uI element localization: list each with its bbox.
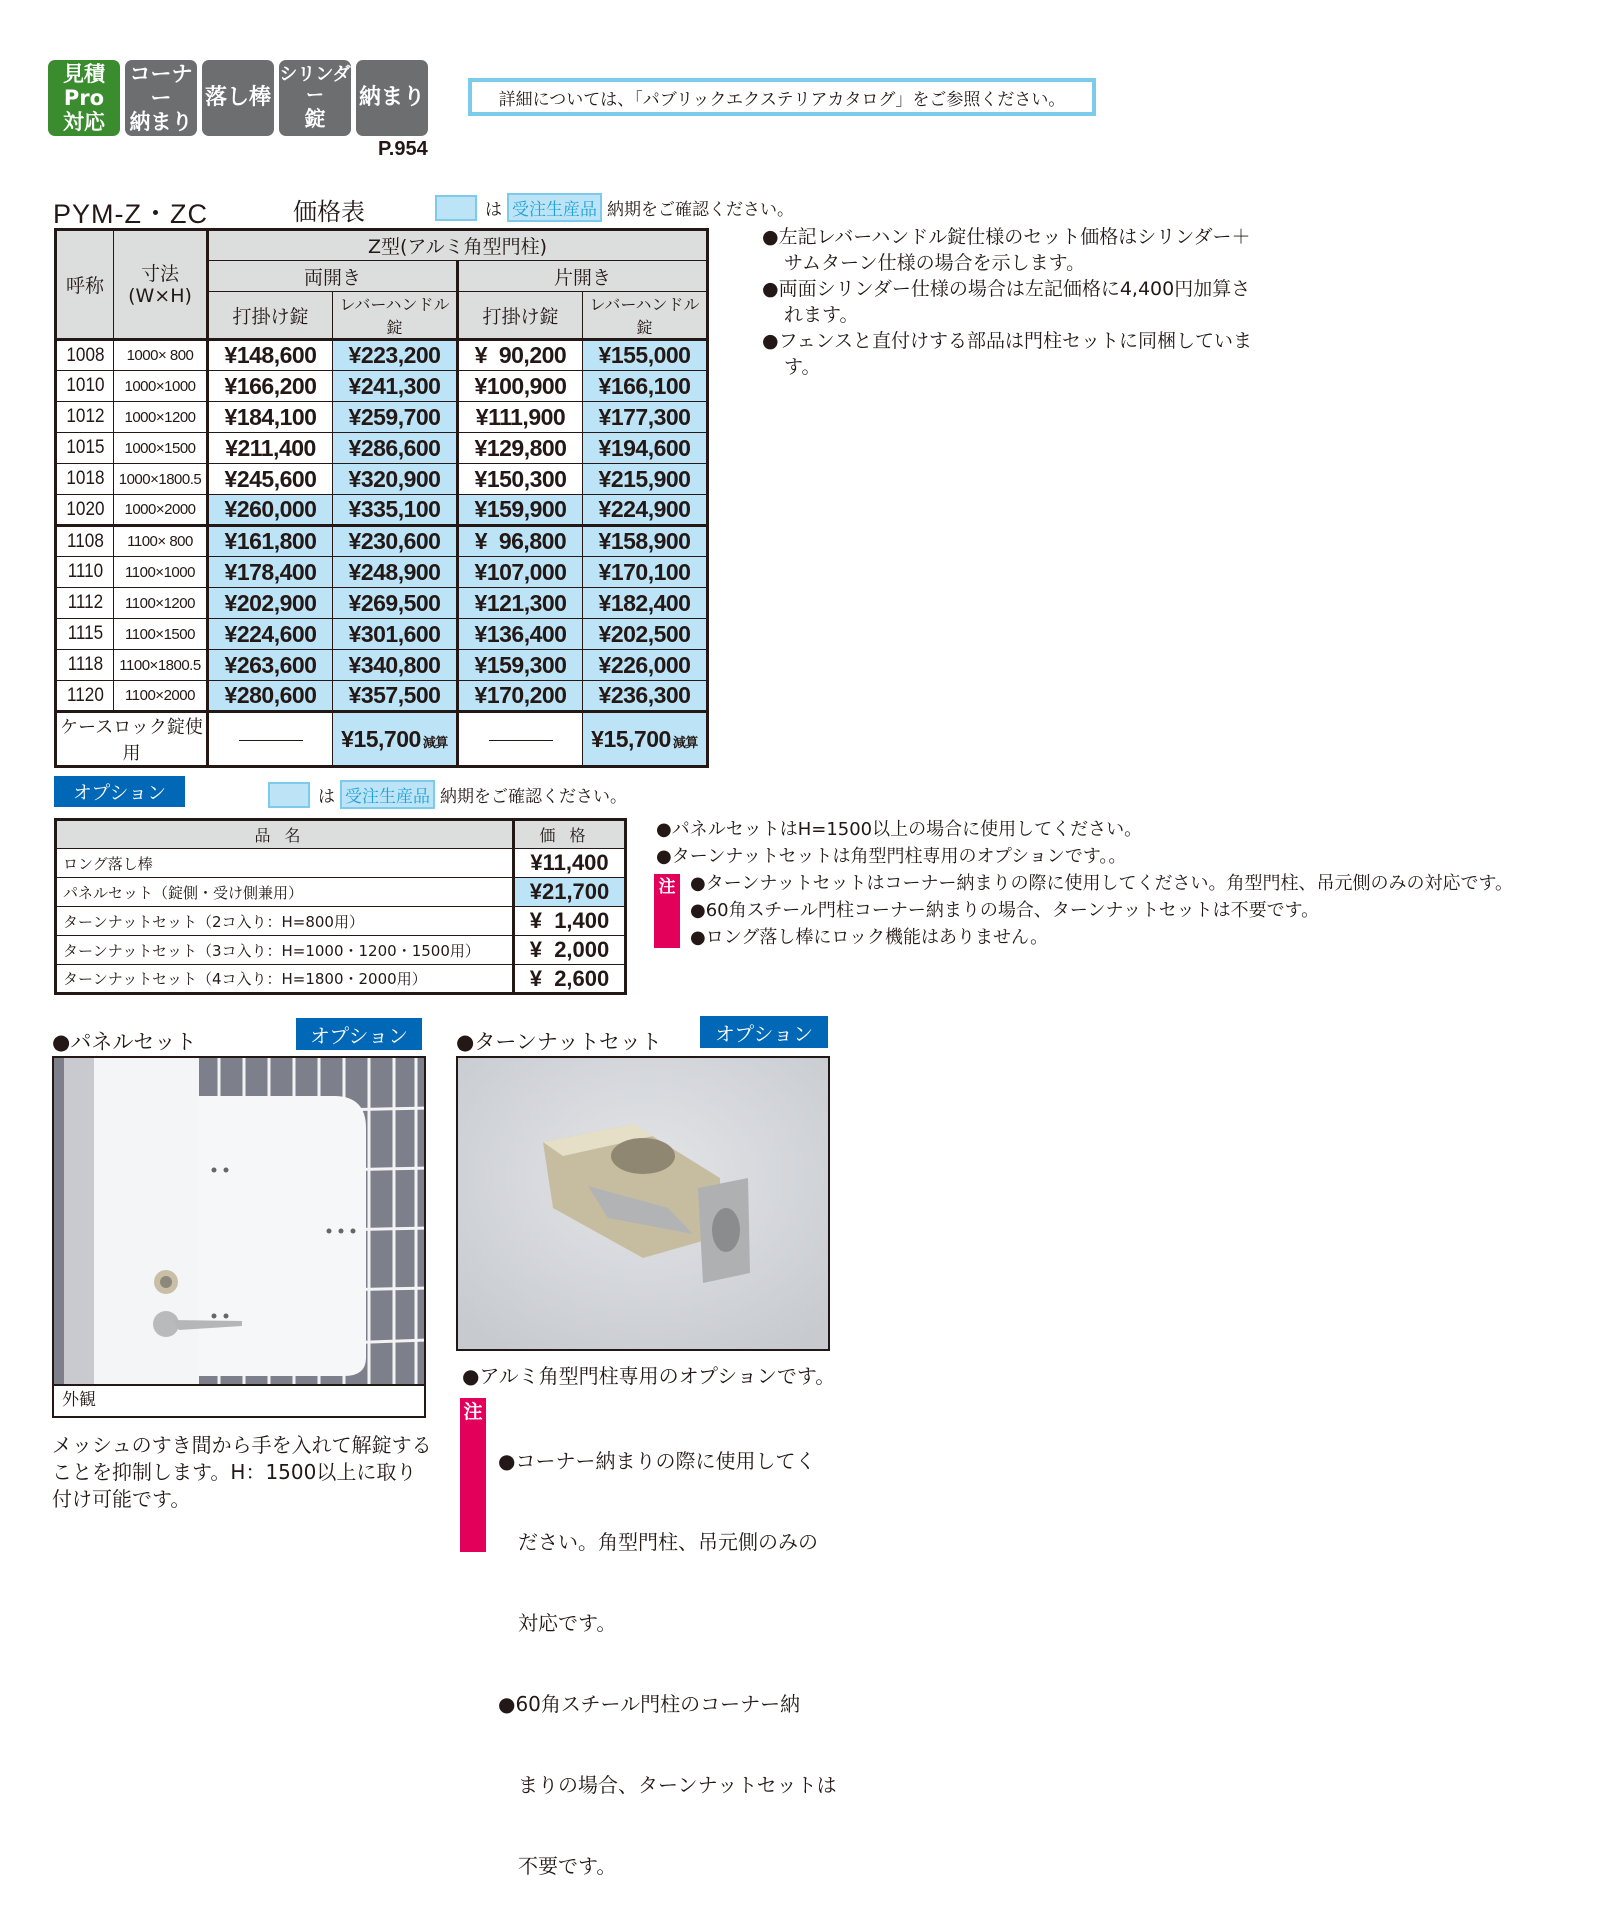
row-code: 1012 (58, 402, 110, 433)
option-row (56, 849, 626, 878)
row-size: 1100×1200 (114, 588, 208, 619)
price-note: ●左記レバーハンドル錠仕様のセット価格はシリンダー＋サムターン仕様の場合を示します。 (762, 226, 1251, 274)
option-table (54, 818, 627, 995)
row-size: 1000×1500 (114, 433, 208, 464)
price-single-latch: ¥107,000 (458, 557, 583, 588)
row-code: 1018 (58, 464, 110, 495)
price-single-lever: ¥182,400 (583, 588, 708, 619)
price-double-latch: ¥148,600 (208, 340, 333, 371)
price-notes (762, 224, 1262, 380)
caution-notes: ●ターンナットセットはコーナー納まりの際に使用してください。角型門柱、吊元側のみの対応です。 ●60角スチール門柱コーナー納まりの場合、ターンナットセットは不要です。 ●ロング落し棒にロック機能はありません。 (690, 873, 1514, 948)
row-size: 1000×1800.5 (114, 464, 208, 495)
price-row (56, 433, 708, 464)
price-single-lever: ¥194,600 (583, 433, 708, 464)
header-single: 片開き (458, 261, 708, 292)
badge-drop-rod: 落し棒 (202, 60, 274, 136)
option-name: ターンナットセット（2コ入り：H=800用） (56, 907, 514, 936)
row-size: 1000× 800 (114, 340, 208, 371)
price-single-latch: ¥129,800 (458, 433, 583, 464)
option-notes: ●パネルセットはH=1500以上の場合に使用してください。 ●ターンナットセットは角型門柱専用のオプションです。。 (656, 819, 1143, 867)
price-row (56, 340, 708, 371)
turnnut-note: ●アルミ角型門柱専用のオプションです。 (462, 1364, 836, 1388)
price-double-lever: ¥286,600 (333, 433, 458, 464)
panel-set-caption: 外観 (52, 1384, 426, 1418)
option-name: パネルセット（錠側・受け側兼用） (56, 878, 514, 907)
price-single-lever: ¥155,000 (583, 340, 708, 371)
header-name: 呼称 (56, 230, 114, 340)
price-single-latch: ¥ 90,200 (458, 340, 583, 371)
row-code: 1110 (58, 557, 110, 588)
option-price: ¥ 2,000 (514, 936, 626, 965)
caselock-label: ケースロック錠使用 (56, 712, 208, 767)
catalog-note-text: 詳細については、「パブリックエクステリアカタログ」をご参照ください。 (498, 89, 1066, 110)
page-reference: P.954 (378, 138, 428, 160)
price-row (56, 619, 708, 650)
price-double-latch: ¥245,600 (208, 464, 333, 495)
row-size: 1100×1500 (114, 619, 208, 650)
price-note: ●フェンスと直付けする部品は門柱セットに同梱しています。 (762, 330, 1253, 378)
option-header-name: 品名 (56, 820, 514, 849)
price-note: ●両面シリンダー仕様の場合は左記価格に4,400円加算されます。 (762, 278, 1251, 326)
price-single-latch: ¥159,300 (458, 650, 583, 681)
header-double: 両開き (208, 261, 458, 292)
option-row (56, 936, 626, 965)
made-to-order-tag: 受注生産品 (340, 780, 435, 809)
row-code: 1010 (58, 371, 110, 402)
made-to-order-legend: は 受注生産品 納期をご確認ください。 (435, 193, 794, 222)
price-row (56, 495, 708, 526)
badge-cylinder-lock: シリンダー 錠 (279, 60, 351, 136)
row-size: 1000×2000 (114, 495, 208, 526)
price-single-lever: ¥236,300 (583, 681, 708, 712)
option-price: ¥ 1,400 (514, 907, 626, 936)
price-row (56, 681, 708, 712)
price-double-lever: ¥320,900 (333, 464, 458, 495)
price-table-title: 価格表 (293, 198, 365, 226)
made-to-order-tag: 受注生産品 (507, 193, 602, 222)
option-name: ターンナットセット（4コ入り：H=1800・2000用） (56, 965, 514, 994)
model-name: PYM-Z・ZC (53, 199, 208, 229)
price-row (56, 650, 708, 681)
price-double-lever: ¥301,600 (333, 619, 458, 650)
badge-fitting: 納まり (356, 60, 428, 136)
option-name: ターンナットセット（3コ入り：H=1000・1200・1500用） (56, 936, 514, 965)
turnnut-set-image (458, 1058, 830, 1351)
header-double-lever: レバーハンドル錠 (333, 292, 458, 340)
turnnut-set-option-tag: オプション (700, 1016, 828, 1048)
badge-mitsumori-pro: 見積Pro 対応 (48, 60, 120, 136)
price-double-lever: ¥241,300 (333, 371, 458, 402)
row-size: 1100×1000 (114, 557, 208, 588)
price-double-latch: ¥202,900 (208, 588, 333, 619)
price-row (56, 371, 708, 402)
caselock-double-latch (208, 712, 333, 767)
price-double-latch: ¥184,100 (208, 402, 333, 433)
price-double-lever: ¥269,500 (333, 588, 458, 619)
price-single-lever: ¥226,000 (583, 650, 708, 681)
highlight-swatch (268, 782, 310, 808)
option-row (56, 965, 626, 994)
option-tag: オプション (54, 776, 185, 807)
price-single-lever: ¥177,300 (583, 402, 708, 433)
price-single-latch: ¥159,900 (458, 495, 583, 526)
row-code: 1118 (58, 650, 110, 681)
row-size: 1100×2000 (114, 681, 208, 712)
option-price: ¥ 2,600 (514, 965, 626, 994)
row-code: 1120 (58, 681, 110, 712)
row-code: 1108 (58, 526, 110, 557)
turnnut-caution-mark: 注 (460, 1398, 486, 1552)
price-row (56, 464, 708, 495)
row-code: 1112 (58, 588, 110, 619)
price-single-lever: ¥166,100 (583, 371, 708, 402)
option-row (56, 878, 626, 907)
price-single-latch: ¥ 96,800 (458, 526, 583, 557)
caselock-double-lever: ¥15,700 減算 (333, 712, 458, 767)
price-row (56, 588, 708, 619)
catalog-note (468, 78, 1096, 116)
price-single-latch: ¥170,200 (458, 681, 583, 712)
price-double-latch: ¥263,600 (208, 650, 333, 681)
price-double-latch: ¥224,600 (208, 619, 333, 650)
header-size: 寸法 (W×H) (114, 230, 208, 340)
price-double-lever: ¥357,500 (333, 681, 458, 712)
price-double-lever: ¥230,600 (333, 526, 458, 557)
price-double-lever: ¥259,700 (333, 402, 458, 433)
price-double-lever: ¥335,100 (333, 495, 458, 526)
row-code: 1115 (58, 619, 110, 650)
price-double-latch: ¥166,200 (208, 371, 333, 402)
price-row (56, 557, 708, 588)
header-double-latch: 打掛け錠 (208, 292, 333, 340)
row-size: 1000×1000 (114, 371, 208, 402)
panel-set-image (54, 1058, 426, 1386)
caselock-single-latch (458, 712, 583, 767)
price-single-latch: ¥111,900 (458, 402, 583, 433)
panel-set-photo (52, 1056, 426, 1386)
option-legend: は 受注生産品 納期をご確認ください。 (268, 780, 627, 809)
header-single-lever: レバーハンドル錠 (583, 292, 708, 340)
option-row (56, 907, 626, 936)
price-double-latch: ¥161,800 (208, 526, 333, 557)
price-double-lever: ¥248,900 (333, 557, 458, 588)
price-double-latch: ¥260,000 (208, 495, 333, 526)
header-group: Z型(アルミ角型門柱) (208, 230, 708, 261)
panel-set-title: ●パネルセット (52, 1030, 197, 1054)
highlight-swatch (435, 195, 477, 221)
panel-set-description: メッシュのすき間から手を入れて解錠する ことを抑制します。H：1500以上に取り 付け可能です。 (52, 1433, 432, 1511)
price-single-latch: ¥150,300 (458, 464, 583, 495)
caution-mark: 注 (654, 874, 680, 948)
badge-corner: コーナー 納まり (125, 60, 197, 136)
price-single-latch: ¥121,300 (458, 588, 583, 619)
price-double-latch: ¥211,400 (208, 433, 333, 464)
row-code: 1015 (58, 433, 110, 464)
price-single-latch: ¥136,400 (458, 619, 583, 650)
turnnut-caution-notes: ●コーナー納まりの際に使用してく ださい。角型門柱、吊元側のみの 対応です。 ●60角スチール門柱のコーナー納 まりの場合、ターンナットセットは 不要です。 (498, 1449, 837, 1878)
caselock-single-lever: ¥15,700 減算 (583, 712, 708, 767)
row-code: 1008 (58, 340, 110, 371)
option-name: ロング落し棒 (56, 849, 514, 878)
option-header-price: 価格 (514, 820, 626, 849)
row-size: 1100× 800 (114, 526, 208, 557)
price-single-lever: ¥202,500 (583, 619, 708, 650)
option-price: ¥11,400 (514, 849, 626, 878)
price-table (54, 228, 709, 768)
option-price: ¥21,700 (514, 878, 626, 907)
turnnut-set-title: ●ターンナットセット (456, 1030, 662, 1054)
price-double-latch: ¥280,600 (208, 681, 333, 712)
price-double-lever: ¥223,200 (333, 340, 458, 371)
price-double-lever: ¥340,800 (333, 650, 458, 681)
price-single-lever: ¥224,900 (583, 495, 708, 526)
price-row (56, 402, 708, 433)
price-single-lever: ¥158,900 (583, 526, 708, 557)
price-single-lever: ¥215,900 (583, 464, 708, 495)
price-double-latch: ¥178,400 (208, 557, 333, 588)
row-size: 1100×1800.5 (114, 650, 208, 681)
price-row (56, 526, 708, 557)
price-single-latch: ¥100,900 (458, 371, 583, 402)
price-single-lever: ¥170,100 (583, 557, 708, 588)
panel-set-option-tag: オプション (296, 1018, 422, 1050)
row-size: 1000×1200 (114, 402, 208, 433)
turnnut-set-photo (456, 1056, 830, 1351)
header-single-latch: 打掛け錠 (458, 292, 583, 340)
row-code: 1020 (58, 495, 110, 526)
